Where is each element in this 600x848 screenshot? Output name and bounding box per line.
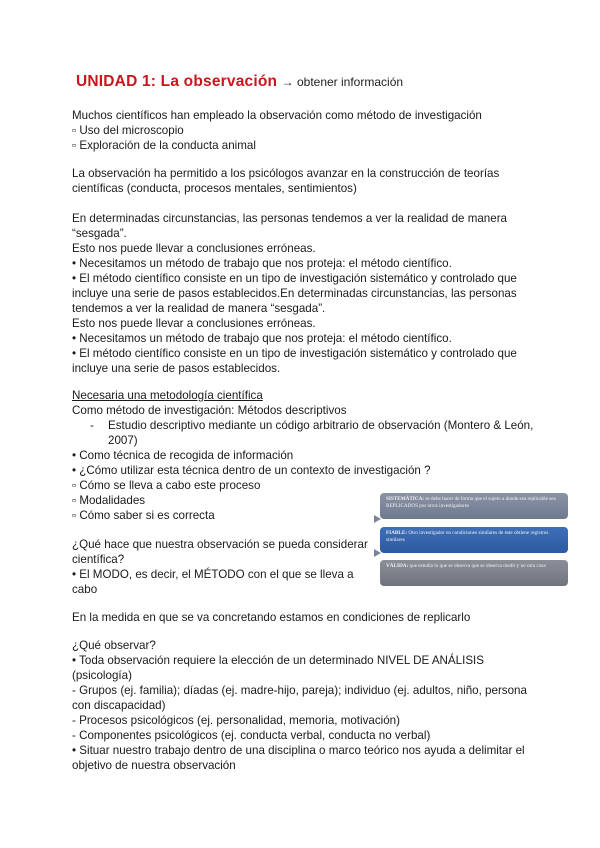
text-line: En la medida en que se va concretando estamos en condiciones de replicarlo (72, 611, 471, 624)
text-line: ¿Qué hace que nuestra observación se pueda considerar (72, 538, 368, 551)
text-line: científica? (72, 553, 125, 566)
text-line: • Necesitamos un método de trabajo que nos proteja: el método científico. (72, 332, 452, 345)
text-line: La observación ha permitido a los psicólogos avanzar en la construcción de teorías (72, 167, 500, 180)
text-line: 2007) (108, 434, 138, 447)
text-line: • El método científico consiste en un tipo de investigación sistemático y controlado que (72, 347, 517, 360)
section-heading: Necesaria una metodología científica (72, 389, 263, 402)
text-line: Esto nos puede llevar a conclusiones erróneas. (72, 242, 316, 255)
text-line: incluye una serie de pasos establecidos.En determinadas circunstancias, las personas (72, 287, 517, 300)
text-line: • El método científico consiste en un tipo de investigación sistemático y controlado que (72, 272, 517, 285)
text-line: • El MODO, es decir, el MÉTODO con el que se lleva a (72, 568, 354, 581)
text-line: ▫ Cómo se lleva a cabo este proceso (72, 479, 261, 492)
box-text: se debe hacer de forma que el sujeto a donde sea replicable sea REPLICADOS por otros investigadores (386, 496, 556, 509)
text-line: • ¿Cómo utilizar esta técnica dentro de un contexto de investigación ? (72, 464, 431, 477)
diagram-box-sistematica (380, 493, 568, 519)
text-line: • Situar nuestro trabajo dentro de una disciplina o marco teórico nos ayuda a delimitar el (72, 744, 525, 757)
box-text: que estudia lo que se observa que se observa medir y no otra cosa (409, 563, 546, 569)
text-line: • Necesitamos un método de trabajo que nos proteja: el método científico. (72, 257, 452, 270)
title-line (76, 73, 403, 91)
text-line: con discapacidad) (72, 699, 166, 712)
box-heading: FIABLE: (386, 530, 408, 536)
text-line: - Grupos (ej. familia); díadas (ej. madre-hijo, pareja); individuo (ej. adultos, niño, persona (72, 684, 527, 697)
list-dash: - (90, 419, 94, 432)
text-line: objetivo de nuestra observación (72, 759, 236, 772)
box-text: Otro investigador en condiciones similares de este obtiene registros similares (386, 530, 549, 543)
box-heading: VÁLIDA: (386, 563, 409, 569)
text-line: • Como técnica de recogida de información (72, 449, 294, 462)
diagram-box-valida (380, 560, 568, 586)
text-line: • Toda observación requiere la elección de un determinado NIVEL DE ANÁLISIS (72, 654, 485, 667)
title-subtitle: → obtener información (281, 75, 404, 89)
text-line: “sesgada”. (72, 227, 127, 240)
box-heading: SISTEMÁTICA: (386, 496, 425, 502)
text-line: - Procesos psicológicos (ej. personalidad, memoria, motivación) (72, 714, 400, 727)
text-line: Muchos científicos han empleado la observación como método de investigación (72, 109, 482, 122)
text-line: ¿Qué observar? (72, 639, 156, 652)
text-line: (psicología) (72, 669, 132, 682)
text-line: Estudio descriptivo mediante un código arbitrario de observación (Montero & León, (108, 419, 534, 432)
text-line: Esto nos puede llevar a conclusiones erróneas. (72, 317, 316, 330)
text-line: ▫ Uso del microscopio (72, 124, 184, 137)
text-line: tendemos a ver la realidad de manera “sesgada”. (72, 302, 326, 315)
criteria-diagram (380, 493, 570, 589)
text-line: incluye una serie de pasos establecidos. (72, 362, 281, 375)
document-title: UNIDAD 1: La observación (76, 73, 278, 90)
text-line: científicas (conducta, procesos mentales, sentimientos) (72, 182, 357, 195)
text-line: ▫ Modalidades (72, 494, 146, 507)
diagram-box-fiable (380, 527, 568, 553)
text-line: ▫ Exploración de la conducta animal (72, 139, 256, 152)
text-line: - Componentes psicológicos (ej. conducta verbal, conducta no verbal) (72, 729, 431, 742)
text-line: Como método de investigación: Métodos descriptivos (72, 404, 347, 417)
text-line: ▫ Cómo saber si es correcta (72, 509, 215, 522)
text-line: cabo (72, 583, 98, 596)
text-line: En determinadas circunstancias, las personas tendemos a ver la realidad de manera (72, 212, 508, 225)
